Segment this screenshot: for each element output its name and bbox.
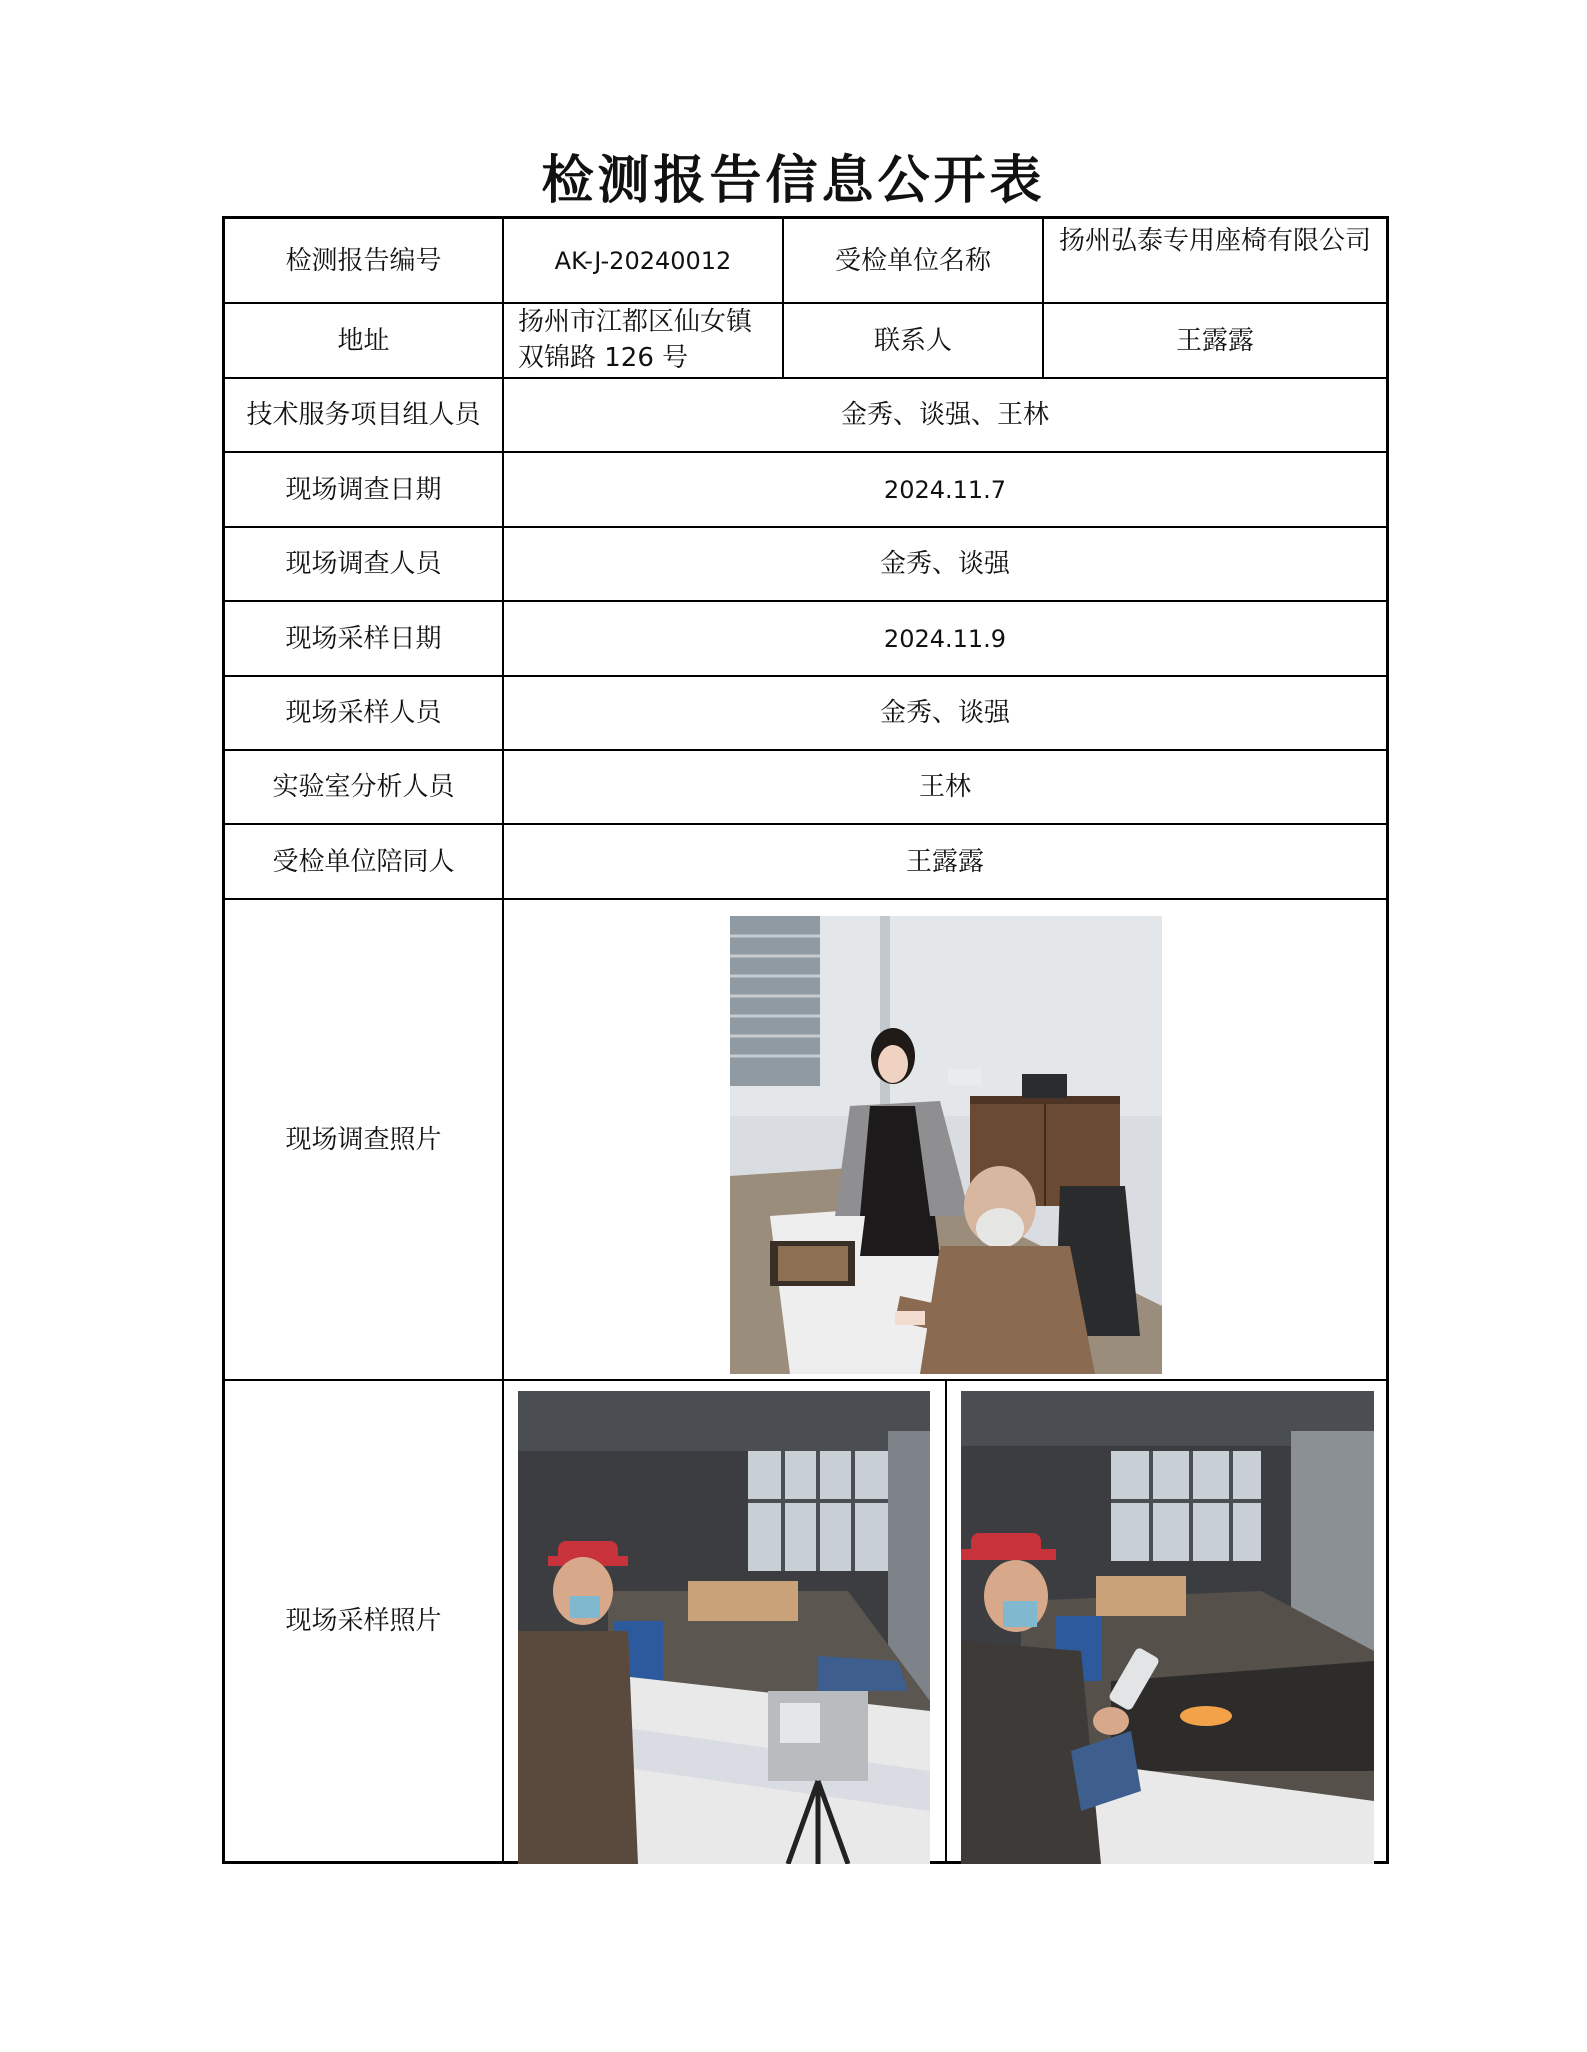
survey-date-value: 2024.11.7 bbox=[883, 475, 1007, 504]
survey-photo bbox=[730, 916, 1162, 1374]
escort-value: 王露露 bbox=[905, 846, 984, 877]
escort-label: 受检单位陪同人 bbox=[272, 846, 455, 877]
unit-name-label: 受检单位名称 bbox=[834, 245, 991, 276]
info-table bbox=[222, 216, 1389, 1864]
sampling-staff-value: 金秀、谈强 bbox=[879, 698, 1010, 728]
address-value: 扬州市江都区仙女镇双锦路 126 号 bbox=[518, 307, 753, 373]
contact-label: 联系人 bbox=[873, 325, 952, 356]
report-no-label: 检测报告编号 bbox=[285, 245, 442, 276]
page-title: 检测报告信息公开表 bbox=[541, 150, 1046, 211]
team-members-label: 技术服务项目组人员 bbox=[246, 400, 481, 430]
sampling-photo-label: 现场采样照片 bbox=[285, 1606, 442, 1636]
team-members-value: 金秀、谈强、王林 bbox=[840, 400, 1049, 430]
sampling-staff-label: 现场采样人员 bbox=[285, 698, 442, 728]
sampling-date-value: 2024.11.9 bbox=[883, 624, 1007, 653]
report-no-value: AK-J-20240012 bbox=[554, 246, 732, 275]
survey-staff-value: 金秀、谈强 bbox=[879, 549, 1010, 579]
contact-value: 王露露 bbox=[1175, 325, 1254, 356]
survey-date-label: 现场调查日期 bbox=[285, 474, 442, 505]
address-label: 地址 bbox=[337, 325, 390, 356]
survey-photo-label: 现场调查照片 bbox=[285, 1124, 442, 1155]
unit-name-value: 扬州弘泰专用座椅有限公司 bbox=[1058, 226, 1371, 256]
sampling-date-label: 现场采样日期 bbox=[285, 623, 442, 654]
sampling-photo-1 bbox=[518, 1391, 930, 1864]
survey-staff-label: 现场调查人员 bbox=[285, 549, 442, 579]
lab-analyst-label: 实验室分析人员 bbox=[272, 772, 455, 802]
lab-analyst-value: 王林 bbox=[918, 772, 971, 802]
sampling-photo-2 bbox=[961, 1391, 1374, 1864]
